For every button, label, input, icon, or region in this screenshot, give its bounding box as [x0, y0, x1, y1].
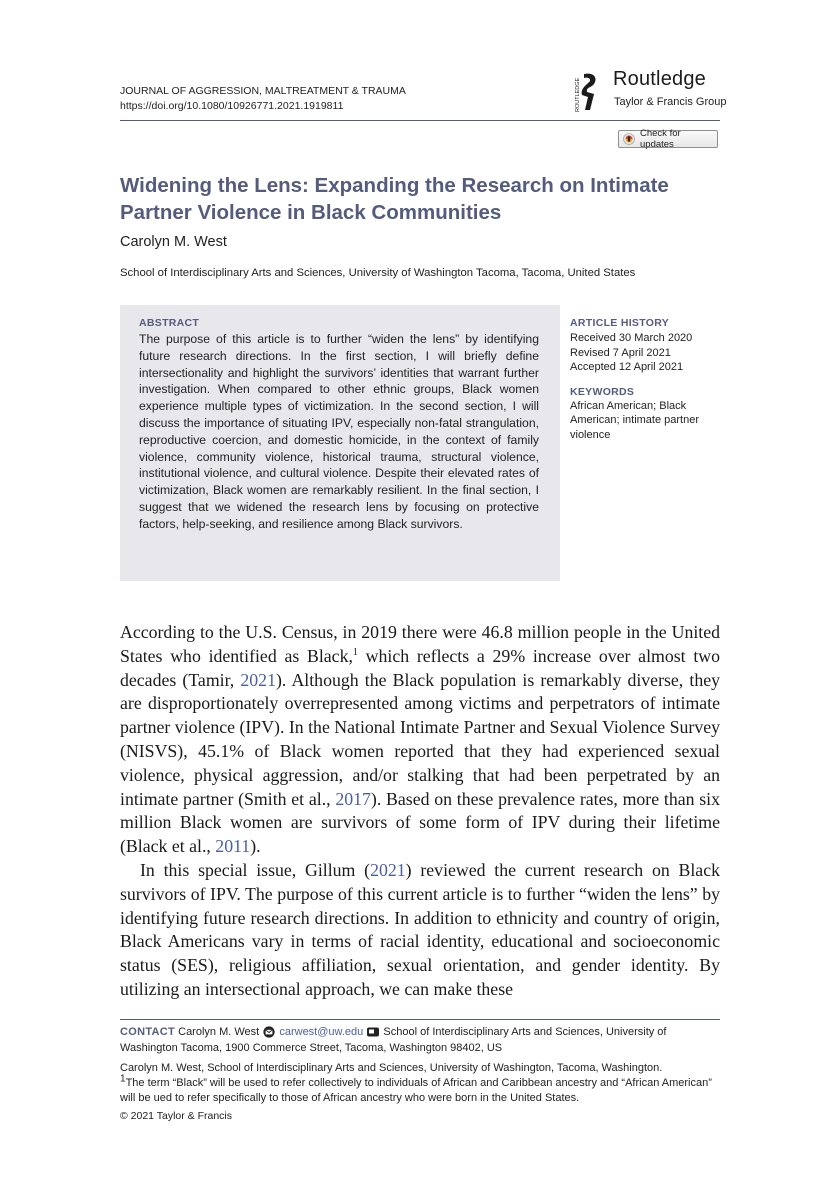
contact-email[interactable]: carwest@uw.edu: [279, 1026, 364, 1038]
contact-info: [120, 1025, 720, 1056]
email-icon: [262, 1026, 276, 1038]
body-paragraph-1: According to the U.S. Census, in 2019 there were 46.8 million people in the United States who identified as Black,$^1$ which reflects a 29% increase over almost two decades (Tamir, 2021). Although the Black population is remarkably diverse, they are disproportionately overrepresented among victims and perpetrators of intimate partner violence (IPV). In the National Intimate Partner and Sexual Violence Survey (NISVS), 45.1% of Black women reported that they had experienced sexual violence, physical aggression, and/or stalking that had been perpetrated by an intimate partner (Smith et al., 2017). Based on these prevalence rates, more than six million Black women are survivors of some form of IPV during their lifetime (Black et al., 2011).: [120, 622, 721, 857]
address-icon: [366, 1026, 380, 1038]
footnote-1: [120, 1073, 720, 1106]
keywords-text: African American; Black American; intimate partner violence: [570, 399, 699, 441]
abstract-text: The purpose of this article is to further “widen the lens” by identifying future research directions. In the first section, I will briefly define intersectionality and highlight the survivors’ identities that warrant further investigation. When compared to other ethnic groups, Black women experience multiple types of victimization. In the second section, I will discuss the importance of situating IPV, especially non-fatal strangulation, reproductive coercion, and domestic homicide, in the context of family violence, community violence, historical trauma, structural violence, institutional violence, and cultural violence. Despite their elevated rates of victimization, Black women are remarkably resilient. In the final section, I suggest that we widened the research lens by focusing on protective factors, help-seeking, and resilience among Black survivors.: [139, 332, 539, 531]
contact-name: Carolyn M. West: [178, 1026, 260, 1038]
publisher-subtitle: Taylor & Francis Group: [614, 96, 727, 108]
body-paragraph-2: In this special issue, Gillum (2021) reviewed the current research on Black survivors of IPV. The purpose of this current article is to further “widen the lens” by identifying future research directions. In addition to ethnicity and country of origin, Black Americans vary in terms of racial identity, educational and socioeconomic status (SES), religious affiliation, sexual orientation, and gender identity. By utilizing an intersectional approach, we can make these: [120, 859, 720, 999]
publisher-vertical-label: ROUTLEDGE: [575, 77, 581, 112]
author-affiliation: School of Interdisciplinary Arts and Sciences, University of Washington Tacoma, Tacoma, United States: [120, 267, 636, 279]
article-title: Widening the Lens: Expanding the Research on Intimate Partner Violence in Black Communities: [120, 174, 669, 224]
history-revised: Revised 7 April 2021: [570, 346, 671, 359]
citation-gillum[interactable]: 2021: [370, 859, 406, 880]
check-updates-icon: [623, 133, 635, 145]
article-history: [570, 317, 730, 443]
routledge-logo-icon: [576, 70, 602, 114]
citation-smith[interactable]: 2017: [335, 788, 371, 809]
journal-name: JOURNAL OF AGGRESSION, MALTREATMENT & TRAUMA: [120, 85, 406, 97]
journal-header: [120, 84, 406, 114]
contact-address: School of Interdisciplinary Arts and Sciences, University of Washington Tacoma, 1900 Commerce Street, Tacoma, Washington 98402, US: [120, 1026, 667, 1054]
check-updates-label: Check for updates: [640, 128, 681, 150]
author-name: Carolyn M. West: [120, 234, 227, 250]
history-accepted: Accepted 12 April 2021: [570, 361, 684, 374]
history-received: Received 30 March 2020: [570, 332, 693, 344]
header-rule: [120, 120, 720, 121]
citation-black[interactable]: 2011: [215, 836, 251, 857]
publisher-logo: [576, 68, 736, 118]
article-body: [120, 621, 720, 1002]
check-for-updates-button[interactable]: [618, 130, 718, 148]
contact-label: CONTACT: [120, 1026, 176, 1038]
footnote-ref-1[interactable]: 1: [352, 646, 358, 658]
history-heading: ARTICLE HISTORY: [570, 317, 670, 329]
copyright: © 2021 Taylor & Francis: [120, 1110, 233, 1122]
keywords-heading: KEYWORDS: [570, 385, 635, 398]
author-note: Carolyn M. West, School of Interdisciplinary Arts and Sciences, University of Washington, Tacoma, Washington.: [120, 1062, 663, 1074]
footnote-text: The term “Black” will be used to refer collectively to individuals of African and Caribbean ancestry and “African American” will be ued to refer specifically to those of African ancestry who were born in the United States.: [120, 1077, 712, 1104]
footer-rule: [120, 1019, 720, 1020]
footnote-mark: 1: [120, 1073, 126, 1085]
abstract-heading: ABSTRACT: [139, 317, 200, 329]
citation-tamir[interactable]: 2021: [240, 669, 276, 690]
doi-link[interactable]: https://doi.org/10.1080/10926771.2021.1919811: [120, 100, 344, 112]
footnotes: [120, 1061, 720, 1106]
publisher-name: Routledge: [613, 68, 706, 90]
